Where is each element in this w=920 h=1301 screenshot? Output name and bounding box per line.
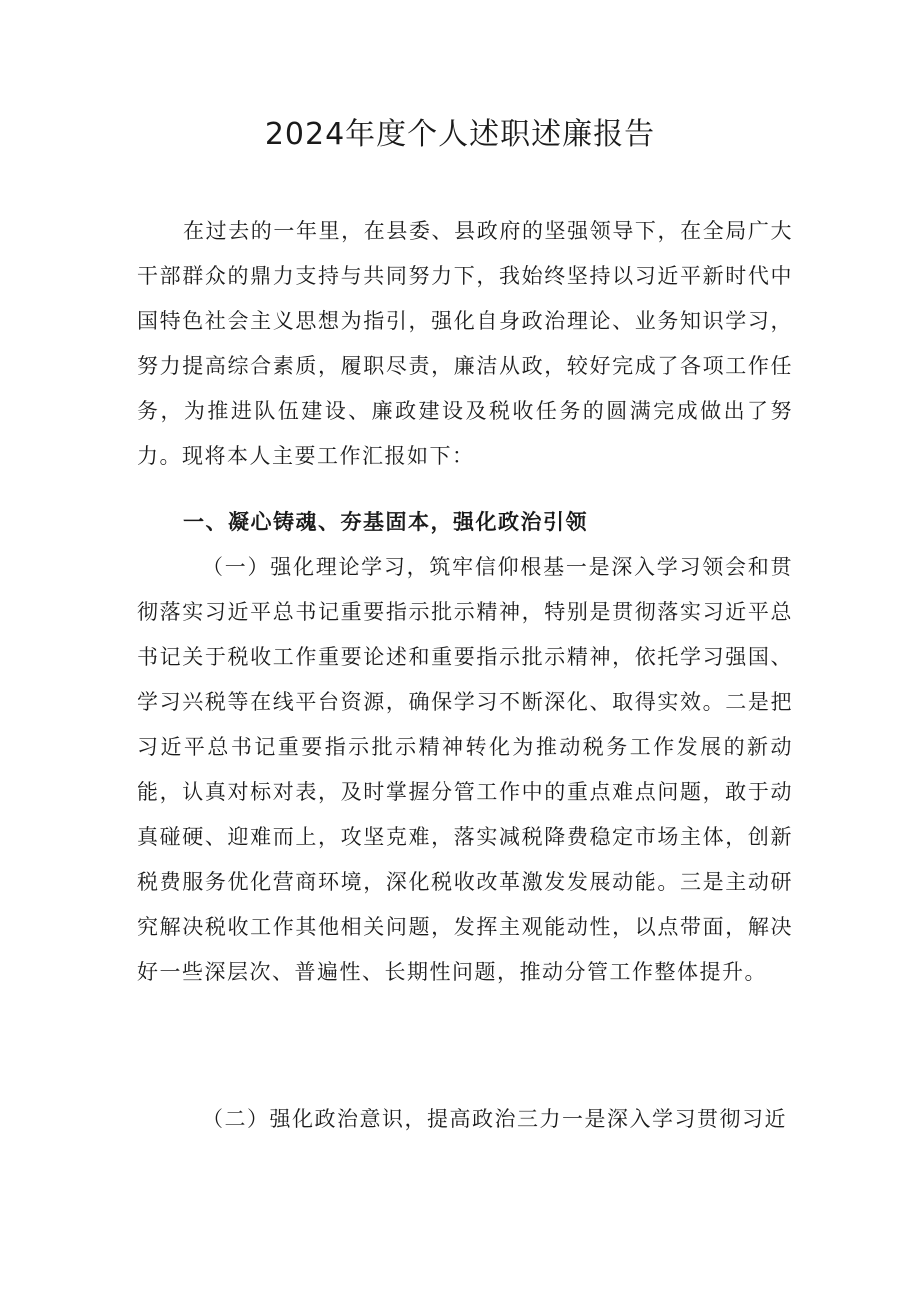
document-title: 2024年度个人述职述廉报告 [264,117,656,152]
subsection-2-paragraph: （二）强化政治意识，提高政治三力一是深入学习贯彻习近 [202,1107,787,1131]
subsection-1-paragraph: （一）强化理论学习，筑牢信仰根基一是深入学习领会和贯彻落实习近平总书记重要指示批示精神，特别是贯彻落实习近平总书记关于税收工作重要论述和重要指示批示精神，依托学习强国、学习兴税等在线平台资源，确保学习不断深化、取得实效。二是把习近平总书记重要指示批示精神转化为推动税务工作发展的新动能，认真对标对表，及时掌握分管工作中的重点难点问题，敢于动真碰硬、迎难而上，攻坚克难，落实减税降费稳定市场主体，创新税费服务优化营商环境，深化税收改革激发发展动能。三是主动研究解决税收工作其他相关问题，发挥主观能动性，以点带面，解决好一些深层次、普遍性、长期性问题，推动分管工作整体提升。 [137,555,793,984]
section-heading-1: 一、凝心铸魂、夯基固本，强化政治引领 [183,510,588,534]
intro-paragraph: 在过去的一年里，在县委、县政府的坚强领导下，在全局广大干部群众的鼎力支持与共同努力下，我始终坚持以习近平新时代中国特色社会主义思想为指引，强化自身政治理论、业务知识学习，努力提高综合素质，履职尽责，廉洁从政，较好完成了各项工作任务，为推进队伍建设、廉政建设及税收任务的圆满完成做出了努力。现将本人主要工作汇报如下： [137,219,793,468]
